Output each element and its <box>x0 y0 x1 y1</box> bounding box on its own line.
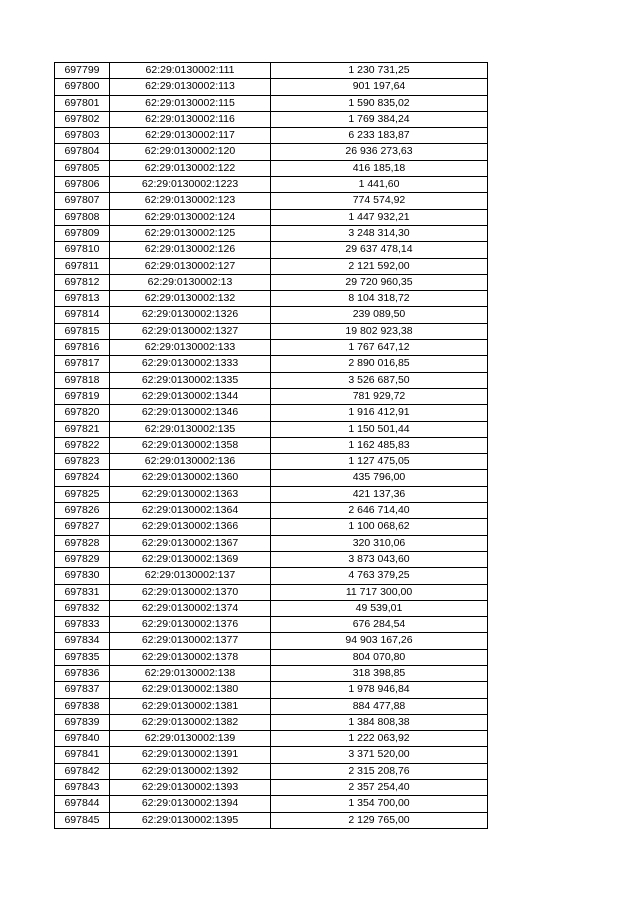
table-row <box>55 617 488 633</box>
cadastral-value-cell: 4 763 379,25 <box>271 568 488 584</box>
table-row <box>55 95 488 111</box>
cadastral-number-cell: 62:29:0130002:1223 <box>110 177 271 193</box>
row-number-cell: 697812 <box>55 274 110 290</box>
table-row <box>55 437 488 453</box>
row-number-cell: 697815 <box>55 323 110 339</box>
cadastral-number-cell: 62:29:0130002:1326 <box>110 307 271 323</box>
row-number-cell: 697819 <box>55 388 110 404</box>
cadastral-number-cell: 62:29:0130002:117 <box>110 128 271 144</box>
table-row <box>55 144 488 160</box>
cadastral-value-cell: 1 222 063,92 <box>271 731 488 747</box>
table-row <box>55 356 488 372</box>
cadastral-value-cell: 3 873 043,60 <box>271 551 488 567</box>
cadastral-number-cell: 62:29:0130002:13 <box>110 274 271 290</box>
cadastral-number-cell: 62:29:0130002:1392 <box>110 763 271 779</box>
cadastral-value-cell: 2 121 592,00 <box>271 258 488 274</box>
cadastral-number-cell: 62:29:0130002:1358 <box>110 437 271 453</box>
cadastral-number-cell: 62:29:0130002:132 <box>110 291 271 307</box>
table-row <box>55 79 488 95</box>
cadastral-number-cell: 62:29:0130002:1369 <box>110 551 271 567</box>
table-row <box>55 193 488 209</box>
row-number-cell: 697830 <box>55 568 110 584</box>
cadastral-value-cell: 1 916 412,91 <box>271 405 488 421</box>
cadastral-value-cell: 1 127 475,05 <box>271 454 488 470</box>
table-row <box>55 763 488 779</box>
cadastral-number-cell: 62:29:0130002:1378 <box>110 649 271 665</box>
cadastral-number-cell: 62:29:0130002:1394 <box>110 796 271 812</box>
row-number-cell: 697813 <box>55 291 110 307</box>
row-number-cell: 697842 <box>55 763 110 779</box>
table-row <box>55 340 488 356</box>
cadastral-number-cell: 62:29:0130002:116 <box>110 111 271 127</box>
table-row <box>55 796 488 812</box>
table-row <box>55 242 488 258</box>
table-row <box>55 747 488 763</box>
table-row <box>55 388 488 404</box>
cadastral-value-cell: 239 089,50 <box>271 307 488 323</box>
row-number-cell: 697810 <box>55 242 110 258</box>
row-number-cell: 697821 <box>55 421 110 437</box>
table-row <box>55 503 488 519</box>
cadastral-number-cell: 62:29:0130002:1391 <box>110 747 271 763</box>
cadastral-value-cell: 320 310,06 <box>271 535 488 551</box>
cadastral-value-cell: 19 802 923,38 <box>271 323 488 339</box>
cadastral-number-cell: 62:29:0130002:1366 <box>110 519 271 535</box>
cadastral-number-cell: 62:29:0130002:113 <box>110 79 271 95</box>
cadastral-number-cell: 62:29:0130002:1393 <box>110 780 271 796</box>
cadastral-value-cell: 49 539,01 <box>271 600 488 616</box>
row-number-cell: 697831 <box>55 584 110 600</box>
table-row <box>55 535 488 551</box>
cadastral-number-cell: 62:29:0130002:1374 <box>110 600 271 616</box>
cadastral-number-cell: 62:29:0130002:127 <box>110 258 271 274</box>
cadastral-value-cell: 11 717 300,00 <box>271 584 488 600</box>
cadastral-value-cell: 3 371 520,00 <box>271 747 488 763</box>
cadastral-number-cell: 62:29:0130002:1370 <box>110 584 271 600</box>
table-row <box>55 568 488 584</box>
cadastral-number-cell: 62:29:0130002:138 <box>110 665 271 681</box>
cadastral-value-cell: 1 230 731,25 <box>271 63 488 79</box>
table-row <box>55 731 488 747</box>
cadastral-number-cell: 62:29:0130002:1381 <box>110 698 271 714</box>
cadastral-number-cell: 62:29:0130002:1364 <box>110 503 271 519</box>
cadastral-value-cell: 1 384 808,38 <box>271 714 488 730</box>
row-number-cell: 697814 <box>55 307 110 323</box>
cadastral-value-cell: 1 447 932,21 <box>271 209 488 225</box>
row-number-cell: 697826 <box>55 503 110 519</box>
cadastral-number-cell: 62:29:0130002:111 <box>110 63 271 79</box>
row-number-cell: 697840 <box>55 731 110 747</box>
cadastral-value-cell: 901 197,64 <box>271 79 488 95</box>
table-row <box>55 780 488 796</box>
cadastral-number-cell: 62:29:0130002:1376 <box>110 617 271 633</box>
cadastral-value-cell: 435 796,00 <box>271 470 488 486</box>
row-number-cell: 697827 <box>55 519 110 535</box>
table-row <box>55 454 488 470</box>
row-number-cell: 697801 <box>55 95 110 111</box>
cadastral-value-cell: 94 903 167,26 <box>271 633 488 649</box>
cadastral-number-cell: 62:29:0130002:137 <box>110 568 271 584</box>
cadastral-number-cell: 62:29:0130002:135 <box>110 421 271 437</box>
row-number-cell: 697817 <box>55 356 110 372</box>
cadastral-value-cell: 774 574,92 <box>271 193 488 209</box>
cadastral-value-cell: 3 248 314,30 <box>271 225 488 241</box>
row-number-cell: 697811 <box>55 258 110 274</box>
table-row <box>55 291 488 307</box>
table-row <box>55 372 488 388</box>
cadastral-value-cell: 6 233 183,87 <box>271 128 488 144</box>
table-row <box>55 421 488 437</box>
cadastral-value-cell: 29 637 478,14 <box>271 242 488 258</box>
cadastral-number-cell: 62:29:0130002:136 <box>110 454 271 470</box>
table-row <box>55 633 488 649</box>
cadastral-number-cell: 62:29:0130002:122 <box>110 160 271 176</box>
table-row <box>55 63 488 79</box>
row-number-cell: 697816 <box>55 340 110 356</box>
cadastral-value-cell: 1 441,60 <box>271 177 488 193</box>
row-number-cell: 697828 <box>55 535 110 551</box>
cadastral-number-cell: 62:29:0130002:1367 <box>110 535 271 551</box>
cadastral-value-cell: 884 477,88 <box>271 698 488 714</box>
cadastral-value-cell: 1 100 068,62 <box>271 519 488 535</box>
cadastral-number-cell: 62:29:0130002:1395 <box>110 812 271 828</box>
table-row <box>55 665 488 681</box>
cadastral-value-cell: 1 769 384,24 <box>271 111 488 127</box>
cadastral-number-cell: 62:29:0130002:115 <box>110 95 271 111</box>
cadastral-number-cell: 62:29:0130002:133 <box>110 340 271 356</box>
table-row <box>55 519 488 535</box>
row-number-cell: 697820 <box>55 405 110 421</box>
cadastral-value-cell: 676 284,54 <box>271 617 488 633</box>
cadastral-number-cell: 62:29:0130002:125 <box>110 225 271 241</box>
table-row <box>55 698 488 714</box>
row-number-cell: 697836 <box>55 665 110 681</box>
cadastral-number-cell: 62:29:0130002:139 <box>110 731 271 747</box>
cadastral-number-cell: 62:29:0130002:1335 <box>110 372 271 388</box>
cadastral-value-cell: 781 929,72 <box>271 388 488 404</box>
row-number-cell: 697808 <box>55 209 110 225</box>
row-number-cell: 697829 <box>55 551 110 567</box>
cadastral-value-cell: 416 185,18 <box>271 160 488 176</box>
row-number-cell: 697833 <box>55 617 110 633</box>
table-row <box>55 584 488 600</box>
cadastral-value-cell: 2 646 714,40 <box>271 503 488 519</box>
cadastral-value-cell: 2 357 254,40 <box>271 780 488 796</box>
row-number-cell: 697802 <box>55 111 110 127</box>
table-row <box>55 225 488 241</box>
table-row <box>55 307 488 323</box>
table-row <box>55 177 488 193</box>
cadastral-value-table <box>54 62 488 829</box>
table-row <box>55 486 488 502</box>
cadastral-value-cell: 8 104 318,72 <box>271 291 488 307</box>
row-number-cell: 697804 <box>55 144 110 160</box>
cadastral-number-cell: 62:29:0130002:1380 <box>110 682 271 698</box>
row-number-cell: 697837 <box>55 682 110 698</box>
table-row <box>55 160 488 176</box>
cadastral-value-cell: 2 129 765,00 <box>271 812 488 828</box>
row-number-cell: 697845 <box>55 812 110 828</box>
row-number-cell: 697818 <box>55 372 110 388</box>
table-row <box>55 551 488 567</box>
table-row <box>55 714 488 730</box>
row-number-cell: 697841 <box>55 747 110 763</box>
table-row <box>55 600 488 616</box>
cadastral-number-cell: 62:29:0130002:1363 <box>110 486 271 502</box>
row-number-cell: 697803 <box>55 128 110 144</box>
row-number-cell: 697832 <box>55 600 110 616</box>
row-number-cell: 697835 <box>55 649 110 665</box>
table-row <box>55 405 488 421</box>
cadastral-number-cell: 62:29:0130002:123 <box>110 193 271 209</box>
table-row <box>55 323 488 339</box>
cadastral-number-cell: 62:29:0130002:1346 <box>110 405 271 421</box>
table-row <box>55 682 488 698</box>
cadastral-value-cell: 3 526 687,50 <box>271 372 488 388</box>
table-row <box>55 812 488 828</box>
cadastral-value-cell: 1 162 485,83 <box>271 437 488 453</box>
table-row <box>55 274 488 290</box>
cadastral-number-cell: 62:29:0130002:1333 <box>110 356 271 372</box>
row-number-cell: 697839 <box>55 714 110 730</box>
row-number-cell: 697844 <box>55 796 110 812</box>
cadastral-value-cell: 1 978 946,84 <box>271 682 488 698</box>
row-number-cell: 697799 <box>55 63 110 79</box>
cadastral-value-cell: 2 315 208,76 <box>271 763 488 779</box>
table-row <box>55 470 488 486</box>
row-number-cell: 697807 <box>55 193 110 209</box>
row-number-cell: 697822 <box>55 437 110 453</box>
table-row <box>55 209 488 225</box>
cadastral-value-cell: 804 070,80 <box>271 649 488 665</box>
cadastral-number-cell: 62:29:0130002:124 <box>110 209 271 225</box>
cadastral-value-cell: 2 890 016,85 <box>271 356 488 372</box>
row-number-cell: 697825 <box>55 486 110 502</box>
cadastral-value-cell: 421 137,36 <box>271 486 488 502</box>
row-number-cell: 697809 <box>55 225 110 241</box>
cadastral-value-cell: 26 936 273,63 <box>271 144 488 160</box>
row-number-cell: 697838 <box>55 698 110 714</box>
cadastral-number-cell: 62:29:0130002:126 <box>110 242 271 258</box>
cadastral-value-cell: 29 720 960,35 <box>271 274 488 290</box>
cadastral-value-cell: 1 354 700,00 <box>271 796 488 812</box>
row-number-cell: 697823 <box>55 454 110 470</box>
row-number-cell: 697824 <box>55 470 110 486</box>
table-row <box>55 111 488 127</box>
table-row <box>55 258 488 274</box>
cadastral-value-cell: 1 767 647,12 <box>271 340 488 356</box>
row-number-cell: 697834 <box>55 633 110 649</box>
row-number-cell: 697806 <box>55 177 110 193</box>
table-row <box>55 649 488 665</box>
cadastral-number-cell: 62:29:0130002:1382 <box>110 714 271 730</box>
row-number-cell: 697800 <box>55 79 110 95</box>
cadastral-number-cell: 62:29:0130002:1360 <box>110 470 271 486</box>
cadastral-number-cell: 62:29:0130002:1377 <box>110 633 271 649</box>
table-row <box>55 128 488 144</box>
cadastral-value-cell: 1 590 835,02 <box>271 95 488 111</box>
cadastral-number-cell: 62:29:0130002:120 <box>110 144 271 160</box>
cadastral-number-cell: 62:29:0130002:1344 <box>110 388 271 404</box>
row-number-cell: 697805 <box>55 160 110 176</box>
cadastral-value-cell: 318 398,85 <box>271 665 488 681</box>
row-number-cell: 697843 <box>55 780 110 796</box>
cadastral-number-cell: 62:29:0130002:1327 <box>110 323 271 339</box>
table-body <box>55 63 488 829</box>
cadastral-value-cell: 1 150 501,44 <box>271 421 488 437</box>
